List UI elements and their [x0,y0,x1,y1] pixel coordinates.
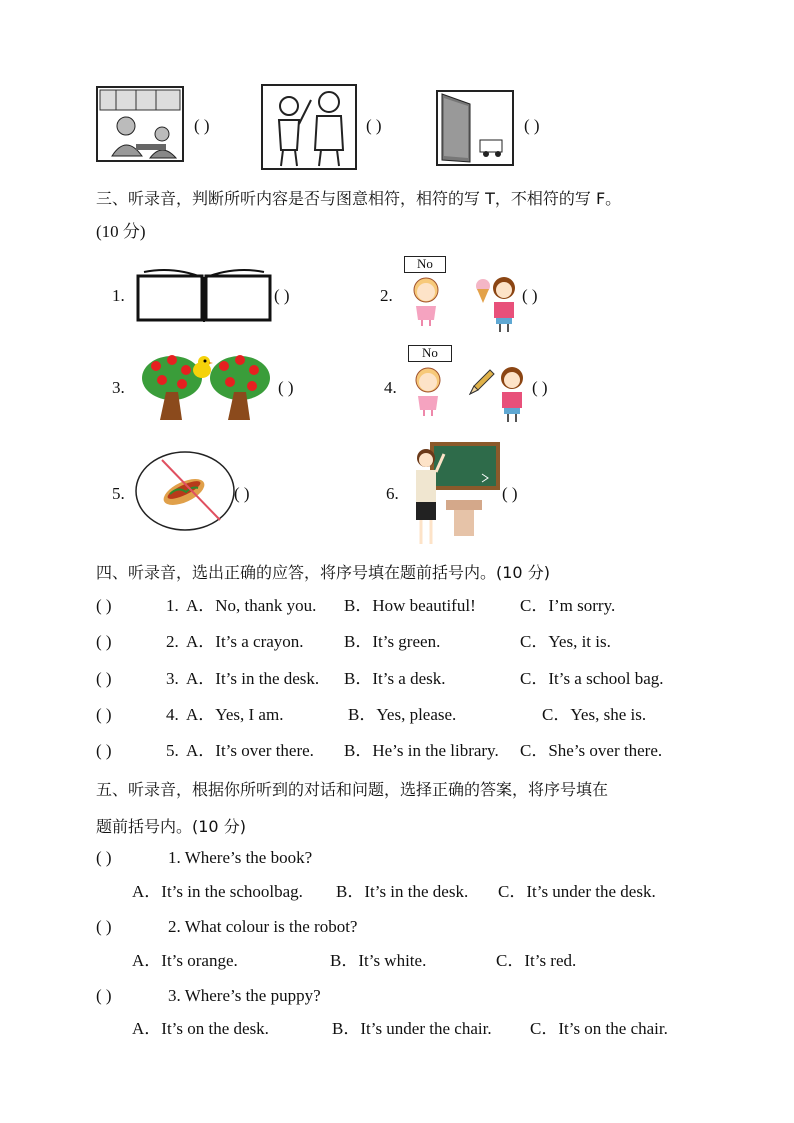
s4-option-b: B．Yes, please. [348,705,457,724]
s4-question-number: 3. [166,669,179,688]
section5-title-line2: 题前括号内。(10 分) [96,817,246,836]
s4-option-a: A．No, thank you. [186,596,317,615]
no-sign: No [408,345,452,362]
hotdog-crossed-picture [134,450,236,532]
sketch-classroom-picture [96,86,184,162]
teacher-blackboard-picture [410,440,502,548]
s5-option-b: B．It’s under the chair. [332,1019,492,1038]
s5-question-text: 1. Where’s the book? [168,848,313,867]
sketch-two-people-picture [261,84,357,170]
s4-option-b: B．How beautiful! [344,596,476,615]
s4-answer-paren[interactable]: ( ) [96,705,112,724]
s4-option-a: A．Yes, I am. [186,705,284,724]
s4-option-b: B．It’s green. [344,632,441,651]
s4-question-number: 1. [166,596,179,615]
s4-option-c: C．She’s over there. [520,741,663,760]
s4-option-c: C．Yes, she is. [542,705,647,724]
open-book-picture [134,266,274,324]
section3-score: (10 分) [96,222,146,241]
s4-option-a: A．It’s a crayon. [186,632,304,651]
s4-answer-paren[interactable]: ( ) [96,741,112,760]
s4-question-number: 4. [166,705,179,724]
s4-answer-paren[interactable]: ( ) [96,596,112,615]
girl-holding-picture [494,364,530,422]
girl-holding-picture [486,274,522,332]
s4-question-number: 5. [166,741,179,760]
s3-answer-paren-6[interactable]: ( ) [502,484,518,503]
s5-option-c: C．It’s red. [496,951,577,970]
sketch-door-picture [436,90,514,166]
s5-option-a: A．It’s on the desk. [132,1019,269,1038]
s5-option-c: C．It’s on the chair. [530,1019,668,1038]
s3-answer-paren-3[interactable]: ( ) [278,378,294,397]
s3-item-number: 1. [112,286,125,305]
girl-picture [404,274,448,326]
no-sign: No [404,256,446,273]
s5-answer-paren[interactable]: ( ) [96,848,112,867]
s5-answer-paren[interactable]: ( ) [96,986,112,1005]
s5-option-a: A．It’s in the schoolbag. [132,882,303,901]
s4-option-c: C．It’s a school bag. [520,669,664,688]
s5-option-c: C．It’s under the desk. [498,882,656,901]
s3-item-number: 2. [380,286,393,305]
s3-answer-paren-1[interactable]: ( ) [274,286,290,305]
s5-answer-paren[interactable]: ( ) [96,917,112,936]
s3-answer-paren-5[interactable]: ( ) [234,484,250,503]
s5-question-text: 2. What colour is the robot? [168,917,358,936]
apple-trees-picture [138,350,274,424]
s4-answer-paren[interactable]: ( ) [96,632,112,651]
s5-option-b: B．It’s white. [330,951,427,970]
girl-picture [406,364,450,416]
s4-option-c: C．Yes, it is. [520,632,611,651]
section3-title: 三、听录音，判断所听内容是否与图意相符，相符的写 T，不相符的写 F。 [96,189,622,208]
section5-title-line1: 五、听录音，根据你所听到的对话和问题，选择正确的答案，将序号填在 [96,780,609,799]
s5-option-b: B．It’s in the desk. [336,882,469,901]
s3-item-number: 6. [386,484,399,503]
s5-question-text: 3. Where’s the puppy? [168,986,321,1005]
top-answer-paren-3[interactable]: ( ) [524,116,540,135]
s4-option-a: A．It’s over there. [186,741,314,760]
s4-option-a: A．It’s in the desk. [186,669,320,688]
pencil-icon [466,368,496,398]
top-answer-paren-1[interactable]: ( ) [194,116,210,135]
s3-answer-paren-2[interactable]: ( ) [522,286,538,305]
s4-option-b: B．He’s in the library. [344,741,499,760]
s3-item-number: 5. [112,484,125,503]
top-answer-paren-2[interactable]: ( ) [366,116,382,135]
s3-item-number: 3. [112,378,125,397]
s4-answer-paren[interactable]: ( ) [96,669,112,688]
section4-title: 四、听录音，选出正确的应答，将序号填在题前括号内。(10 分) [96,563,550,582]
s5-option-a: A．It’s orange. [132,951,238,970]
s4-option-b: B．It’s a desk. [344,669,446,688]
s3-item-number: 4. [384,378,397,397]
s4-option-c: C．I’m sorry. [520,596,616,615]
s4-question-number: 2. [166,632,179,651]
s3-answer-paren-4[interactable]: ( ) [532,378,548,397]
